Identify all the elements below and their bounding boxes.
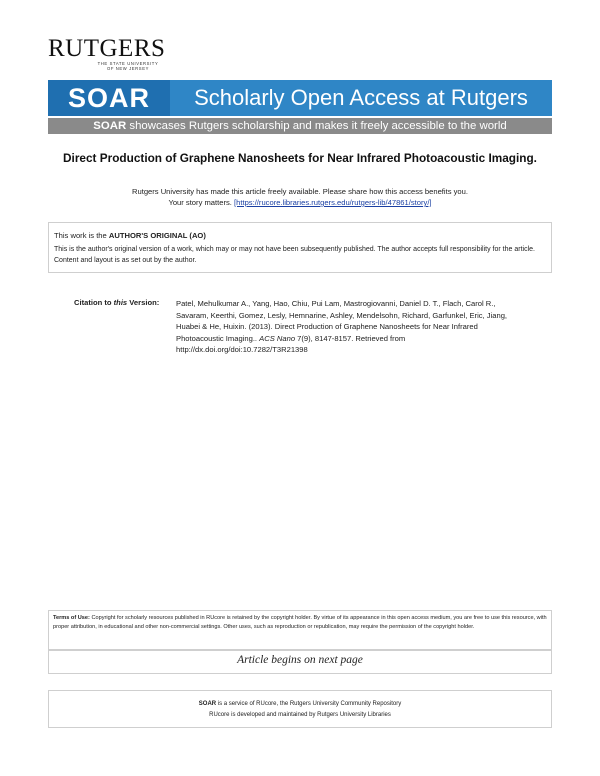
footer-line-1-text: is a service of RUcore, the Rutgers University Community Repository <box>216 701 402 707</box>
citation-label-prefix: Citation to <box>74 298 114 307</box>
citation-part-1: Patel, Mehulkumar A., Yang, Hao, Chiu, Pui Lam, Mastrogiovanni, Daniel D. T., Flach, Carol R., Savaram, Keerthi, Gomez, Lesly, Hemnarine, Ashley, Mendelsohn, Richard, Garfunkel, Eric, Jiang, Huabei & He, Huixin. (2013). Direct Production of Graphene Nanosheets for Near Infrared Photoacoustic Imaging.. <box>176 299 508 343</box>
tagline-text: showcases Rutgers scholarship and makes it freely accessible to the world <box>126 120 507 132</box>
citation-text <box>176 298 516 356</box>
version-label: AUTHOR'S ORIGINAL (AO) <box>108 231 206 240</box>
banner-acronym: SOAR <box>48 80 170 116</box>
version-description: This is the author's original version of a work, which may or may not have been subsequently published. The author accepts full responsibility for the article. Content and layout is as set out by the author. <box>54 246 535 264</box>
footer-line-2: RUcore is developed and maintained by Rutgers University Libraries <box>209 712 391 718</box>
article-title: Direct Production of Graphene Nanosheets for Near Infrared Photoacoustic Imaging. <box>63 151 537 165</box>
citation-journal: ACS Nano <box>259 333 296 343</box>
version-prefix: This work is the <box>54 231 109 240</box>
share-line-1: Rutgers University has made this article freely available. Please share how this access benefits you. <box>132 187 468 196</box>
citation-label-suffix: Version: <box>127 298 160 307</box>
logo-wordmark: RUTGERS <box>48 35 166 62</box>
logo-subline-2: OF NEW JERSEY <box>106 66 149 71</box>
citation-label-italic: this <box>113 298 128 307</box>
version-statement <box>54 231 206 240</box>
story-link[interactable]: [https://rucore.libraries.rutgers.edu/rutgers-lib/47861/story/] <box>234 198 432 207</box>
share-notice <box>48 186 552 208</box>
citation-label <box>74 298 159 307</box>
banner-title: Scholarly Open Access at Rutgers <box>194 85 528 110</box>
tagline <box>48 118 552 134</box>
terms-text: Copyright for scholarly resources published in RUcore is retained by the copyright holder. By virtue of its appearance in this open access medium, you are free to use this resource, with proper attribution, in educational and other non-commercial settings. Other uses, such as reproduction or republication, may require the permission of the copyright holder. <box>53 615 547 630</box>
rutgers-logo <box>48 36 178 71</box>
terms-label: Terms of Use: <box>53 615 90 621</box>
article-begins-note: Article begins on next page <box>237 654 363 666</box>
footer-line-1 <box>48 701 552 707</box>
terms-of-use <box>53 614 547 632</box>
share-line-2: Your story matters. <box>168 198 235 207</box>
logo-subline-1: THE STATE UNIVERSITY <box>97 61 159 66</box>
tagline-bold: SOAR <box>93 120 127 132</box>
footer-box <box>48 690 552 728</box>
footer-soar: SOAR <box>198 701 217 707</box>
citation-part-2[interactable]: 7(9), 8147-8157. Retrieved from http://dx.doi.org/doi:10.7282/T3R21398 <box>176 333 406 354</box>
